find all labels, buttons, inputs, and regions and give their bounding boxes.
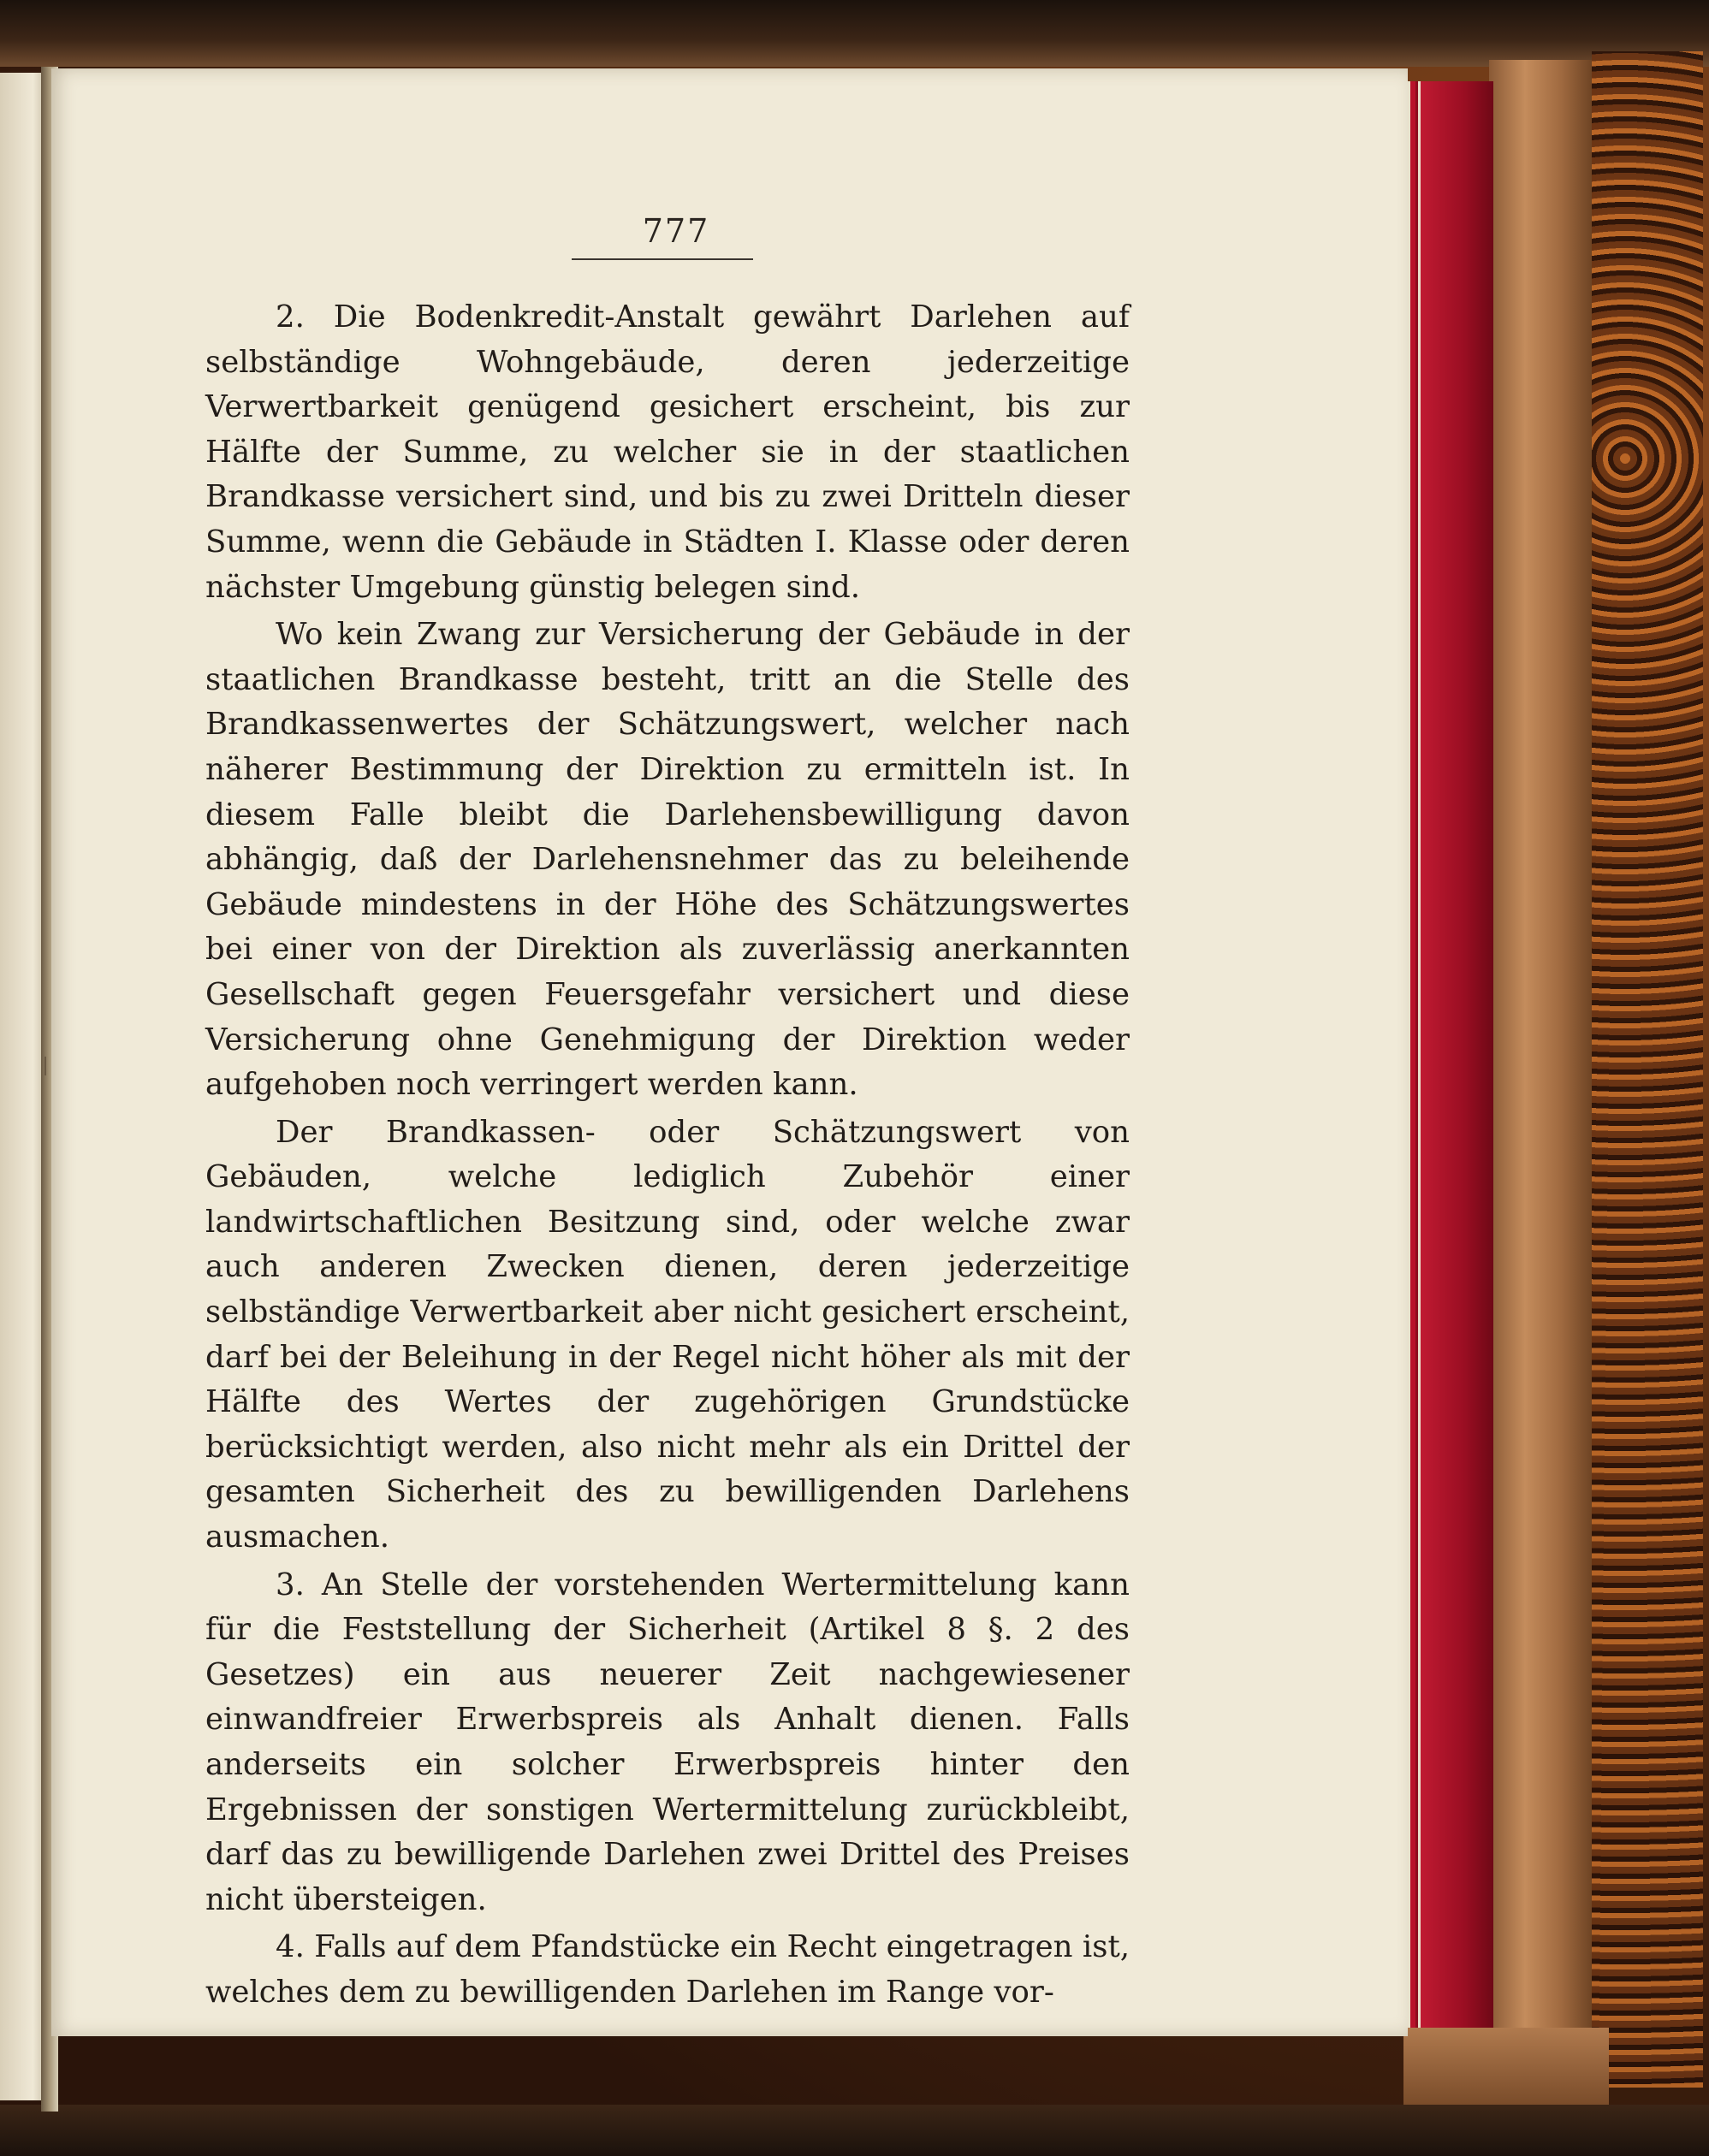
page-number: 777	[642, 212, 710, 250]
paragraph-section-4: 4. Falls auf dem Pfandstücke ein Recht eingetragen ist, welches dem zu bewilligenden Darlehen im Range vor-	[205, 1929, 1130, 2010]
leather-binding	[1489, 60, 1592, 2105]
leather-corner	[1403, 2028, 1609, 2105]
book-bottom-edge	[0, 2105, 1709, 2156]
paragraph-valuation: Der Brandkassen- oder Schätzungswert von Gebäuden, welche lediglich Zubehör einer landwirtschaftlichen Besitzung sind, oder welche zwar auch anderen Zwecken dienen, deren jederzeitige selbständige Verwertbarkeit aber nicht gesichert erscheint, darf bei der Beleihung in der Regel nicht höher als mit der Hälfte des Wertes der zugehörigen Grundstücke berücksichtigt werden, also nicht mehr als ein Drittel der gesamten Sicherheit des zu bewilligenden Darlehens ausmachen.	[205, 1114, 1130, 1555]
paragraph-insurance: Wo kein Zwang zur Versicherung der Gebäude in der staatlichen Brandkasse besteht, tritt an die Stelle des Brandkassenwertes der Schätzungswert, welcher nach näherer Bestimmung der Direktion zu ermitteln ist. In diesem Falle bleibt die Darlehensbewilligung davon abhängig, daß der Darlehensnehmer das zu beleihende Gebäude mindestens in der Höhe des Schätzungswertes bei einer von der Direktion als zuverlässig anerkannten Gesellschaft gegen Feuersgefahr versichert und diese Versicherung ohne Genehmigung der Direktion weder aufgehoben noch verringert werden kann.	[205, 617, 1130, 1103]
paragraph-section-3: 3. An Stelle der vorstehenden Wertermittelung kann für die Feststellung der Sicherheit (Artikel 8 §. 2 des Gesetzes) ein aus neuerer Zeit nachgewiesener einwandfreier Erwerbspreis als Anhalt dienen. Falls anderseits ein solcher Erwerbspreis hinter den Ergebnissen der sonstigen Wertermittelung zurückbleibt, darf das zu bewilligende Darlehen zwei Drittel des Preises nicht übersteigen.	[205, 1567, 1130, 1917]
body-text	[205, 295, 1130, 2016]
left-page-sliver	[0, 73, 47, 2100]
gutter-mark	[45, 1057, 55, 1075]
header-rule	[572, 258, 753, 260]
paragraph-section-2: 2. Die Bodenkredit-Anstalt gewährt Darlehen auf selbständige Wohngebäude, deren jederzeitige Verwertbarkeit genügend gesichert erscheint, bis zur Hälfte der Summe, zu welcher sie in der staatlichen Brandkasse versichert sind, und bis zu zwei Dritteln dieser Summe, wenn die Gebäude in Städten I. Klasse oder deren nächster Umgebung günstig belegen sind.	[205, 299, 1130, 605]
red-page-edges	[1421, 81, 1493, 2028]
book-top-edge	[0, 0, 1709, 67]
marbled-cover	[1592, 51, 1703, 2088]
